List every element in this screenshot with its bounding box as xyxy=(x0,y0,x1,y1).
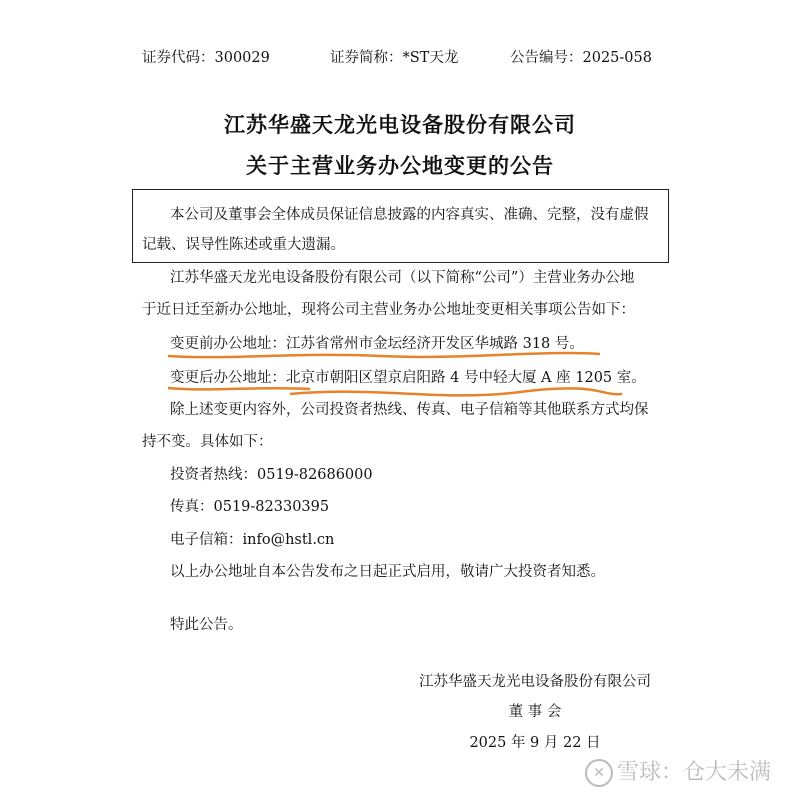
other-line: 除上述变更内容外，公司投资者热线、传真、电子信箱等其他联系方式均保 xyxy=(170,402,649,418)
underline-new-address xyxy=(290,388,622,395)
underline-old-address xyxy=(168,353,600,357)
other-line: 持不变。具体如下： xyxy=(142,434,273,450)
intro-line: 江苏华盛天龙光电设备股份有限公司（以下简称“公司”）主营业务办公地 xyxy=(170,270,635,286)
fax: 传真：0519-82330395 xyxy=(170,499,330,515)
old-address: 变更前办公地址：江苏省常州市金坛经济开发区华城路 318 号。 xyxy=(170,336,584,352)
disclaimer-line: 本公司及董事会全体成员保证信息披露的内容真实、准确、完整，没有虚假 xyxy=(170,207,649,223)
stock-code: 证券代码：300029 xyxy=(142,50,270,66)
xueqiu-logo-icon: ✕ xyxy=(585,759,613,787)
email: 电子信箱：info@hstl.cn xyxy=(170,532,335,548)
watermark xyxy=(585,755,771,787)
disclaimer-line: 记载、误导性陈述或重大遗漏。 xyxy=(142,237,345,253)
investor-hotline: 投资者热线：0519-82686000 xyxy=(170,467,373,483)
signature-board: 董 事 会 xyxy=(508,704,562,720)
stock-name: 证券简称：*ST天龙 xyxy=(330,50,459,66)
underline-new-label xyxy=(168,388,310,389)
effective-line: 以上办公地址自本公告发布之日起正式启用，敬请广大投资者知悉。 xyxy=(170,564,605,580)
signature-company: 江苏华盛天龙光电设备股份有限公司 xyxy=(419,674,651,690)
company-title: 江苏华盛天龙光电设备股份有限公司 xyxy=(224,112,576,137)
intro-line: 于近日迁至新办公地址，现将公司主营业务办公地址变更相关事项公告如下： xyxy=(142,302,635,318)
notice-title: 关于主营业务办公地变更的公告 xyxy=(246,153,554,178)
closing: 特此公告。 xyxy=(170,617,243,633)
new-address: 变更后办公地址：北京市朝阳区望京启阳路 4 号中轻大厦 A 座 1205 室。 xyxy=(170,370,646,386)
watermark-text: 雪球：仓大未满 xyxy=(617,760,772,785)
notice-number: 公告编号：2025-058 xyxy=(510,50,652,66)
signature-date: 2025 年 9 月 22 日 xyxy=(469,735,601,751)
